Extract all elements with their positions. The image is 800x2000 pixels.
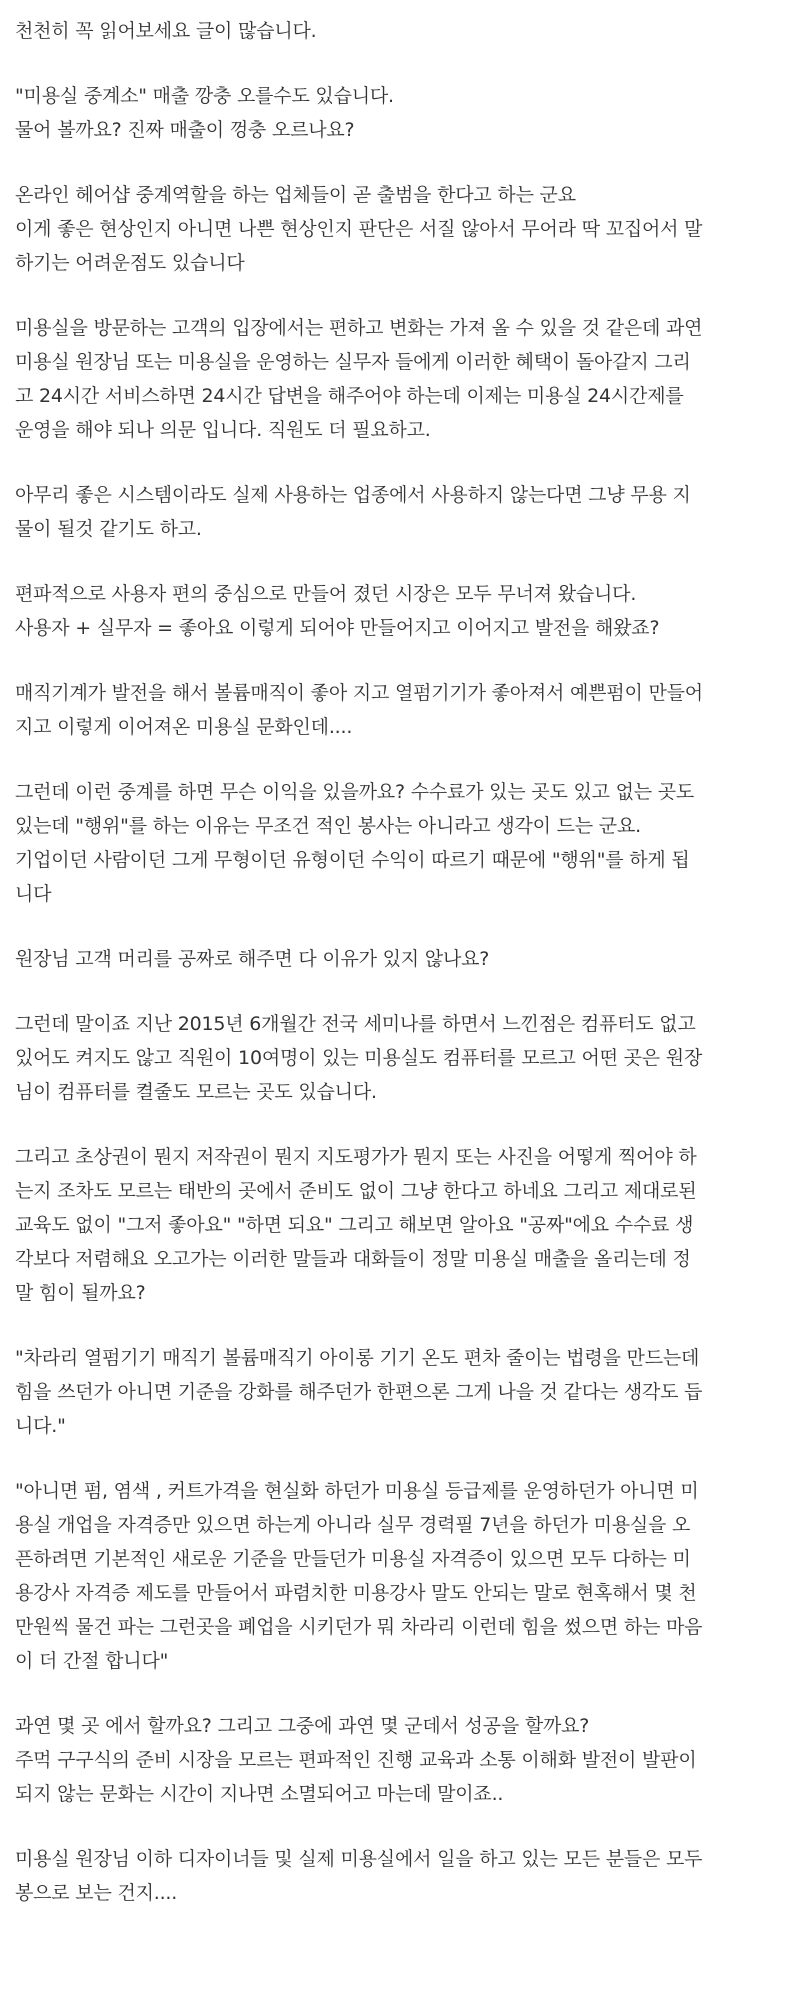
post-body: [15, 14, 785, 1941]
paragraph: [15, 311, 785, 447]
text-line: 주먹 구구식의 준비 시장을 모르는 편파적인 진행 교육과 소통 이해화 발전이 발판이: [15, 1749, 697, 1771]
text-line: "미용실 중계소" 매출 깡충 오를수도 있습니다.: [15, 85, 394, 107]
text-line: 픈하려면 기본적인 새로운 기준을 만들던가 미용실 자격증이 있으면 모두 다하는 미: [15, 1548, 691, 1570]
text-line: 되지 않는 문화는 시간이 지나면 소멸되어고 마는데 말이죠..: [15, 1783, 504, 1805]
text-line: 물어 볼까요? 진짜 매출이 껑충 오르나요?: [15, 119, 355, 141]
text-line: 말 힘이 될까요?: [15, 1282, 146, 1304]
paragraph: [15, 942, 785, 976]
text-line: 온라인 헤어샵 중계역할을 하는 업체들이 곧 출범을 한다고 하는 군요: [15, 184, 576, 206]
paragraph: [15, 478, 785, 546]
text-line: 미용실 원장님 이하 디자이너들 및 실제 미용실에서 일을 하고 있는 모든 분들은 모두: [15, 1848, 703, 1870]
text-line: 용강사 자격증 제도를 만들어서 파렴치한 미용강사 말도 안되는 말로 현혹해서 몇 천: [15, 1582, 697, 1604]
text-line: 아무리 좋은 시스템이라도 실제 사용하는 업종에서 사용하지 않는다면 그냥 무용 지: [15, 484, 691, 506]
paragraph: [15, 1140, 785, 1310]
paragraph: [15, 178, 785, 280]
paragraph: [15, 1341, 785, 1443]
paragraph: [15, 79, 785, 147]
text-line: 힘을 쓰던가 아니면 기준을 강화를 해주던가 한편으론 그게 나을 것 같다는 생각도 듭: [15, 1381, 703, 1403]
text-line: 이게 좋은 현상인지 아니면 나쁜 현상인지 판단은 서질 않아서 무어라 딱 꼬집어서 말: [15, 218, 703, 240]
text-line: 그리고 초상권이 뭔지 저작권이 뭔지 지도평가가 뭔지 또는 사진을 어떻게 찍어야 하: [15, 1146, 697, 1168]
text-line: 각보다 저렴해요 오고가는 이러한 말들과 대화들이 정말 미용실 매출을 올리는데 정: [15, 1248, 691, 1270]
text-line: 용실 개업을 자격증만 있으면 하는게 아니라 실무 경력필 7년을 하던가 미용실을 오: [15, 1514, 691, 1536]
text-line: 하기는 어려운점도 있습니다: [15, 252, 245, 274]
text-line: 기업이던 사람이던 그게 무형이던 유형이던 수익이 따르기 때문에 "행위"를 하게 됩: [15, 849, 690, 871]
text-line: 과연 몇 곳 에서 할까요? 그리고 그중에 과연 몇 군데서 성공을 할까요?: [15, 1715, 590, 1737]
paragraph: [15, 1474, 785, 1678]
text-line: 있는데 "행위"를 하는 이유는 무조건 적인 봉사는 아니라고 생각이 드는 군요.: [15, 815, 641, 837]
text-line: 매직기계가 발전을 해서 볼륨매직이 좋아 지고 열펌기기가 좋아져서 예쁜펌이 만들어: [15, 682, 703, 704]
paragraph: [15, 1842, 785, 1910]
text-line: 봉으로 보는 건지....: [15, 1882, 178, 1904]
text-line: "아니면 펌, 염색 , 커트가격을 현실화 하던가 미용실 등급제를 운영하던가 아니면 미: [15, 1480, 699, 1502]
text-line: 그런데 이런 중계를 하면 무슨 이익을 있을까요? 수수료가 있는 곳도 있고 없는 곳도: [15, 781, 695, 803]
text-line: 지고 이렇게 이어져온 미용실 문화인데....: [15, 716, 353, 738]
text-line: 니다.": [15, 1415, 66, 1437]
text-line: 는지 조차도 모르는 태반의 곳에서 준비도 없이 그냥 한다고 하네요 그리고 제대로된: [15, 1180, 697, 1202]
text-line: 이 더 간절 합니다": [15, 1650, 169, 1672]
text-line: 고 24시간 서비스하면 24시간 답변을 해주어야 하는데 이제는 미용실 24시간제를: [15, 385, 684, 407]
text-line: 님이 컴퓨터를 켤줄도 모르는 곳도 있습니다.: [15, 1081, 377, 1103]
text-line: 천천히 꼭 읽어보세요 글이 많습니다.: [15, 20, 317, 42]
paragraph: [15, 1007, 785, 1109]
text-line: 물이 될것 같기도 하고.: [15, 518, 202, 540]
text-line: 그런데 말이죠 지난 2015년 6개월간 전국 세미나를 하면서 느낀점은 컴퓨터도 없고: [15, 1013, 696, 1035]
text-line: 원장님 고객 머리를 공짜로 해주면 다 이유가 있지 않나요?: [15, 948, 490, 970]
text-line: 운영을 해야 되나 의문 입니다. 직원도 더 필요하고.: [15, 419, 431, 441]
text-line: 편파적으로 사용자 편의 중심으로 만들어 졌던 시장은 모두 무너져 왔습니다.: [15, 583, 637, 605]
paragraph: [15, 577, 785, 645]
paragraph: [15, 14, 785, 48]
paragraph: [15, 676, 785, 744]
text-line: 니다: [15, 883, 52, 905]
paragraph: [15, 1709, 785, 1811]
paragraph: [15, 775, 785, 911]
text-line: 만원씩 물건 파는 그런곳을 폐업을 시키던가 뭐 차라리 이런데 힘을 썼으면 하는 마음: [15, 1616, 703, 1638]
text-line: 미용실을 방문하는 고객의 입장에서는 편하고 변화는 가져 올 수 있을 것 같은데 과연: [15, 317, 703, 339]
text-line: 사용자 + 실무자 = 좋아요 이렇게 되어야 만들어지고 이어지고 발전을 해왔죠?: [15, 617, 660, 639]
text-line: 미용실 원장님 또는 미용실을 운영하는 실무자 들에게 이러한 혜택이 돌아갈지 그리: [15, 351, 691, 373]
text-line: 교육도 없이 "그저 좋아요" "하면 되요" 그리고 해보면 알아요 "공짜"에요 수수료 생: [15, 1214, 694, 1236]
text-line: 있어도 켜지도 않고 직원이 10여명이 있는 미용실도 컴퓨터를 모르고 어떤 곳은 원장: [15, 1047, 703, 1069]
text-line: "차라리 열펌기기 매직기 볼륨매직기 아이롱 기기 온도 편차 줄이는 법령을 만드는데: [15, 1347, 700, 1369]
